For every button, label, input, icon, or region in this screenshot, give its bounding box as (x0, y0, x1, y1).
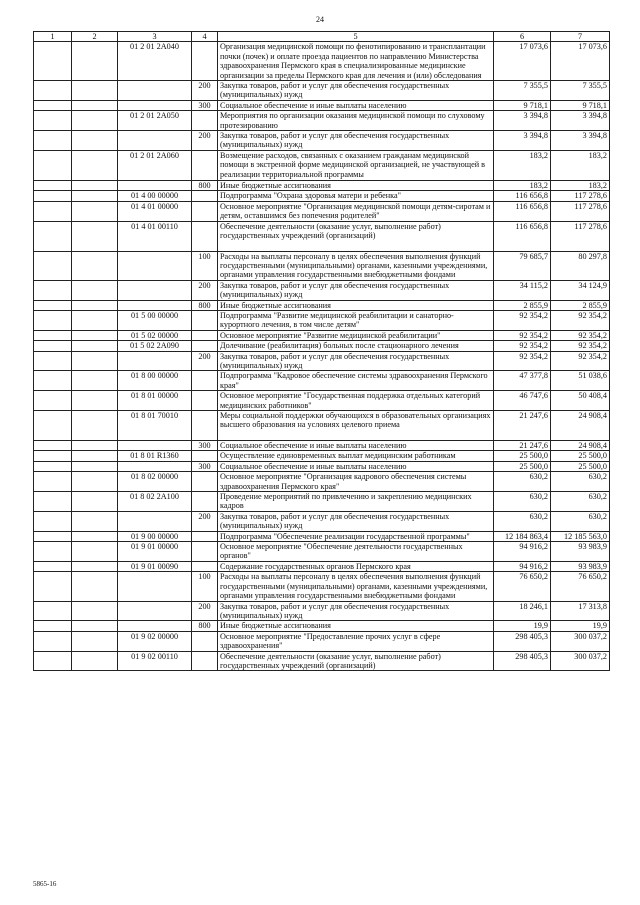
expense-type-code: 800 (192, 300, 218, 310)
expense-type-code: 200 (192, 511, 218, 531)
csr-code: 01 8 01 00000 (118, 391, 192, 411)
item-name: Расходы на выплаты персоналу в целях обеспечения выполнения функций государственными (муниципальными) органами, казенными учреждениями, органами управления государственными внебюджетными фондами (218, 251, 494, 280)
item-name: Содержание государственных органов Пермского края (218, 561, 494, 571)
cell-col1 (34, 201, 72, 221)
csr-code: 01 5 02 2A090 (118, 341, 192, 351)
amount-2018: 183,2 (551, 180, 610, 190)
budget-table (33, 31, 610, 671)
column-number-header (34, 32, 610, 42)
expense-type-code: 200 (192, 280, 218, 300)
item-name: Возмещение расходов, связанных с оказанием гражданам медицинской помощи в экстренной форме медицинской организацией, не участвующей в реализации территориальной программы (218, 150, 494, 180)
cell-col1 (34, 251, 72, 280)
cell-col2 (72, 441, 118, 451)
amount-2018: 630,2 (551, 492, 610, 512)
cell-col1 (34, 100, 72, 110)
cell-col1 (34, 42, 72, 81)
csr-code (118, 131, 192, 151)
expense-type-code: 800 (192, 180, 218, 190)
cell-col2 (72, 461, 118, 471)
table-row (34, 251, 610, 280)
cell-col2 (72, 572, 118, 601)
cell-col1 (34, 191, 72, 201)
table-row (34, 601, 610, 621)
table-row (34, 472, 610, 492)
cell-col1 (34, 341, 72, 351)
csr-code (118, 511, 192, 531)
amount-2018: 300 037,2 (551, 651, 610, 671)
cell-col1 (34, 330, 72, 340)
table-row (34, 371, 610, 391)
amount-2018: 51 038,6 (551, 371, 610, 391)
csr-code (118, 601, 192, 621)
expense-type-code (192, 651, 218, 671)
column-header: 2 (72, 32, 118, 42)
table-row (34, 631, 610, 651)
amount-2017: 3 394,8 (494, 111, 551, 131)
amount-2017: 7 355,5 (494, 81, 551, 101)
csr-code: 01 9 02 00000 (118, 631, 192, 651)
amount-2018: 34 124,9 (551, 280, 610, 300)
amount-2017: 116 656,8 (494, 201, 551, 221)
amount-2018: 92 354,2 (551, 351, 610, 371)
amount-2017: 92 354,2 (494, 341, 551, 351)
csr-code: 01 9 02 00110 (118, 651, 192, 671)
cell-col1 (34, 572, 72, 601)
csr-code: 01 8 01 70010 (118, 411, 192, 441)
csr-code: 01 9 00 00000 (118, 531, 192, 541)
amount-2017: 92 354,2 (494, 351, 551, 371)
item-name: Подпрограмма "Кадровое обеспечение системы здравоохранения Пермского края" (218, 371, 494, 391)
cell-col1 (34, 300, 72, 310)
item-name: Основное мероприятие "Предоставление прочих услуг в сфере здравоохранения" (218, 631, 494, 651)
table-row (34, 351, 610, 371)
item-name: Мероприятия по организации оказания медицинской помощи по слуховому протезированию (218, 111, 494, 131)
cell-col2 (72, 150, 118, 180)
item-name: Проведение мероприятий по привлечению и закреплению медицинских кадров (218, 492, 494, 512)
amount-2018: 93 983,9 (551, 561, 610, 571)
amount-2017: 34 115,2 (494, 280, 551, 300)
csr-code (118, 441, 192, 451)
csr-code: 01 4 01 00000 (118, 201, 192, 221)
expense-type-code: 100 (192, 251, 218, 280)
cell-col1 (34, 451, 72, 461)
amount-2018: 25 500,0 (551, 451, 610, 461)
expense-type-code: 300 (192, 461, 218, 471)
csr-code: 01 8 02 2A100 (118, 492, 192, 512)
item-name: Закупка товаров, работ и услуг для обеспечения государственных (муниципальных) нужд (218, 601, 494, 621)
item-name: Осуществление единовременных выплат медицинским работникам (218, 451, 494, 461)
amount-2018: 17 313,8 (551, 601, 610, 621)
table-row (34, 191, 610, 201)
column-header: 5 (218, 32, 494, 42)
amount-2017: 19,9 (494, 621, 551, 631)
item-name: Обеспечение деятельности (оказание услуг, выполнение работ) государственных учреждений (организаций) (218, 221, 494, 251)
item-name: Меры социальной поддержки обучающихся в образовательных организациях высшего образования на условиях целевого приема (218, 411, 494, 441)
cell-col2 (72, 111, 118, 131)
expense-type-code: 200 (192, 351, 218, 371)
expense-type-code (192, 631, 218, 651)
item-name: Иные бюджетные ассигнования (218, 180, 494, 190)
table-row (34, 411, 610, 441)
amount-2018: 630,2 (551, 511, 610, 531)
table-row (34, 441, 610, 451)
amount-2017: 92 354,2 (494, 330, 551, 340)
amount-2017: 76 650,2 (494, 572, 551, 601)
item-name: Социальное обеспечение и иные выплаты населению (218, 441, 494, 451)
cell-col1 (34, 280, 72, 300)
expense-type-code (192, 472, 218, 492)
table-row (34, 180, 610, 190)
expense-type-code (192, 330, 218, 340)
cell-col2 (72, 542, 118, 562)
csr-code: 01 2 01 2A040 (118, 42, 192, 81)
cell-col2 (72, 601, 118, 621)
item-name: Основное мероприятие "Развитие медицинской реабилитации" (218, 330, 494, 340)
cell-col1 (34, 441, 72, 451)
amount-2017: 3 394,8 (494, 131, 551, 151)
amount-2017: 298 405,3 (494, 651, 551, 671)
csr-code: 01 8 00 00000 (118, 371, 192, 391)
amount-2017: 47 377,8 (494, 371, 551, 391)
item-name: Закупка товаров, работ и услуг для обеспечения государственных (муниципальных) нужд (218, 351, 494, 371)
expense-type-code (192, 191, 218, 201)
cell-col2 (72, 371, 118, 391)
document-code: 5865-16 (33, 880, 57, 888)
cell-col2 (72, 511, 118, 531)
expense-type-code (192, 492, 218, 512)
expense-type-code: 100 (192, 572, 218, 601)
cell-col1 (34, 631, 72, 651)
expense-type-code (192, 391, 218, 411)
expense-type-code: 300 (192, 100, 218, 110)
table-row (34, 111, 610, 131)
table-body (34, 42, 610, 671)
expense-type-code (192, 561, 218, 571)
csr-code (118, 300, 192, 310)
table-row (34, 330, 610, 340)
cell-col1 (34, 221, 72, 251)
amount-2017: 46 747,6 (494, 391, 551, 411)
table-row (34, 542, 610, 562)
cell-col2 (72, 411, 118, 441)
expense-type-code (192, 451, 218, 461)
item-name: Социальное обеспечение и иные выплаты населению (218, 461, 494, 471)
item-name: Основное мероприятие "Обеспечение деятельности государственных органов" (218, 542, 494, 562)
item-name: Организация медицинской помощи по фенотипированию и трансплантации почки (почек) и оплате проезда пациентов по направлению Министерства здравоохранения Пермского края в специализированные медицинские организации за пределы Пермского края для лечения и (или) обследования (218, 42, 494, 81)
amount-2018: 24 908,4 (551, 411, 610, 441)
csr-code (118, 461, 192, 471)
item-name: Основное мероприятие "Государственная поддержка отдельных категорий медицинских работников" (218, 391, 494, 411)
amount-2018: 183,2 (551, 150, 610, 180)
table-row (34, 461, 610, 471)
table-row (34, 81, 610, 101)
cell-col2 (72, 351, 118, 371)
column-header: 3 (118, 32, 192, 42)
column-header: 4 (192, 32, 218, 42)
table-row (34, 221, 610, 251)
expense-type-code: 300 (192, 441, 218, 451)
amount-2017: 94 916,2 (494, 542, 551, 562)
table-row (34, 561, 610, 571)
cell-col1 (34, 601, 72, 621)
cell-col2 (72, 330, 118, 340)
amount-2018: 3 394,8 (551, 111, 610, 131)
cell-col2 (72, 631, 118, 651)
item-name: Долечивание (реабилитация) больных после стационарного лечения (218, 341, 494, 351)
cell-col1 (34, 621, 72, 631)
cell-col2 (72, 621, 118, 631)
item-name: Закупка товаров, работ и услуг для обеспечения государственных (муниципальных) нужд (218, 131, 494, 151)
amount-2018: 117 278,6 (551, 221, 610, 251)
cell-col2 (72, 100, 118, 110)
cell-col2 (72, 42, 118, 81)
csr-code: 01 4 01 00110 (118, 221, 192, 251)
expense-type-code (192, 42, 218, 81)
cell-col2 (72, 561, 118, 571)
cell-col1 (34, 561, 72, 571)
expense-type-code (192, 411, 218, 441)
cell-col2 (72, 180, 118, 190)
table-row (34, 451, 610, 461)
amount-2018: 50 408,4 (551, 391, 610, 411)
cell-col1 (34, 461, 72, 471)
cell-col1 (34, 492, 72, 512)
cell-col2 (72, 451, 118, 461)
amount-2018: 76 650,2 (551, 572, 610, 601)
cell-col1 (34, 180, 72, 190)
expense-type-code (192, 201, 218, 221)
amount-2018: 630,2 (551, 472, 610, 492)
csr-code (118, 351, 192, 371)
csr-code: 01 8 01 R1360 (118, 451, 192, 461)
column-header: 6 (494, 32, 551, 42)
csr-code (118, 621, 192, 631)
amount-2017: 183,2 (494, 180, 551, 190)
expense-type-code (192, 150, 218, 180)
cell-col1 (34, 81, 72, 101)
table-row (34, 492, 610, 512)
csr-code (118, 81, 192, 101)
table-row (34, 100, 610, 110)
amount-2018: 92 354,2 (551, 330, 610, 340)
cell-col1 (34, 150, 72, 180)
amount-2017: 630,2 (494, 472, 551, 492)
amount-2018: 12 185 563,0 (551, 531, 610, 541)
column-header: 1 (34, 32, 72, 42)
expense-type-code (192, 221, 218, 251)
cell-col2 (72, 391, 118, 411)
table-row (34, 531, 610, 541)
cell-col1 (34, 531, 72, 541)
amount-2017: 630,2 (494, 511, 551, 531)
amount-2017: 9 718,1 (494, 100, 551, 110)
cell-col2 (72, 310, 118, 330)
cell-col2 (72, 492, 118, 512)
cell-col2 (72, 201, 118, 221)
cell-col2 (72, 251, 118, 280)
cell-col2 (72, 651, 118, 671)
cell-col2 (72, 341, 118, 351)
amount-2018: 25 500,0 (551, 461, 610, 471)
csr-code (118, 572, 192, 601)
table-row (34, 201, 610, 221)
item-name: Иные бюджетные ассигнования (218, 621, 494, 631)
table-row (34, 150, 610, 180)
expense-type-code: 200 (192, 131, 218, 151)
table-row (34, 300, 610, 310)
expense-type-code: 200 (192, 601, 218, 621)
csr-code (118, 280, 192, 300)
amount-2018: 7 355,5 (551, 81, 610, 101)
cell-col1 (34, 371, 72, 391)
amount-2017: 18 246,1 (494, 601, 551, 621)
amount-2017: 12 184 863,4 (494, 531, 551, 541)
amount-2018: 300 037,2 (551, 631, 610, 651)
item-name: Подпрограмма "Развитие медицинской реабилитации и санаторно-курортного лечения, в том числе детям" (218, 310, 494, 330)
table-row (34, 310, 610, 330)
amount-2018: 24 908,4 (551, 441, 610, 451)
amount-2017: 116 656,8 (494, 221, 551, 251)
item-name: Расходы на выплаты персоналу в целях обеспечения выполнения функций государственными (муниципальными) органами, казенными учреждениями, органами управления государственными внебюджетными фондами (218, 572, 494, 601)
item-name: Закупка товаров, работ и услуг для обеспечения государственных (муниципальных) нужд (218, 511, 494, 531)
amount-2017: 21 247,6 (494, 441, 551, 451)
amount-2017: 25 500,0 (494, 451, 551, 461)
item-name: Основное мероприятие "Организация медицинской помощи детям-сиротам и детям, оставшимся без попечения родителей" (218, 201, 494, 221)
expense-type-code (192, 542, 218, 562)
csr-code: 01 2 01 2A060 (118, 150, 192, 180)
cell-col1 (34, 111, 72, 131)
amount-2018: 117 278,6 (551, 191, 610, 201)
item-name: Закупка товаров, работ и услуг для обеспечения государственных (муниципальных) нужд (218, 280, 494, 300)
amount-2017: 92 354,2 (494, 310, 551, 330)
amount-2017: 21 247,6 (494, 411, 551, 441)
cell-col1 (34, 411, 72, 441)
cell-col2 (72, 221, 118, 251)
cell-col1 (34, 511, 72, 531)
amount-2018: 17 073,6 (551, 42, 610, 81)
table-row (34, 131, 610, 151)
cell-col2 (72, 472, 118, 492)
expense-type-code (192, 531, 218, 541)
amount-2017: 25 500,0 (494, 461, 551, 471)
csr-code: 01 9 01 00000 (118, 542, 192, 562)
item-name: Социальное обеспечение и иные выплаты населению (218, 100, 494, 110)
amount-2017: 183,2 (494, 150, 551, 180)
amount-2017: 116 656,8 (494, 191, 551, 201)
cell-col1 (34, 310, 72, 330)
item-name: Подпрограмма "Обеспечение реализации государственной программы" (218, 531, 494, 541)
amount-2017: 17 073,6 (494, 42, 551, 81)
csr-code (118, 180, 192, 190)
item-name: Обеспечение деятельности (оказание услуг, выполнение работ) государственных учреждений (организаций) (218, 651, 494, 671)
cell-col2 (72, 191, 118, 201)
page-number: 24 (316, 15, 324, 24)
table-row (34, 341, 610, 351)
expense-type-code: 200 (192, 81, 218, 101)
amount-2017: 298 405,3 (494, 631, 551, 651)
amount-2017: 2 855,9 (494, 300, 551, 310)
amount-2018: 80 297,8 (551, 251, 610, 280)
cell-col1 (34, 542, 72, 562)
table-row (34, 280, 610, 300)
amount-2018: 117 278,6 (551, 201, 610, 221)
table-row (34, 621, 610, 631)
cell-col1 (34, 391, 72, 411)
cell-col1 (34, 351, 72, 371)
amount-2017: 94 916,2 (494, 561, 551, 571)
csr-code: 01 2 01 2A050 (118, 111, 192, 131)
table-row (34, 651, 610, 671)
amount-2018: 9 718,1 (551, 100, 610, 110)
amount-2018: 2 855,9 (551, 300, 610, 310)
amount-2017: 630,2 (494, 492, 551, 512)
cell-col2 (72, 131, 118, 151)
cell-col1 (34, 651, 72, 671)
table-row (34, 572, 610, 601)
cell-col2 (72, 531, 118, 541)
csr-code: 01 8 02 00000 (118, 472, 192, 492)
cell-col1 (34, 472, 72, 492)
item-name: Подпрограмма "Охрана здоровья матери и ребенка" (218, 191, 494, 201)
amount-2018: 3 394,8 (551, 131, 610, 151)
csr-code: 01 4 00 00000 (118, 191, 192, 201)
csr-code: 01 9 01 00090 (118, 561, 192, 571)
amount-2018: 92 354,2 (551, 341, 610, 351)
csr-code: 01 5 00 00000 (118, 310, 192, 330)
cell-col2 (72, 280, 118, 300)
expense-type-code (192, 341, 218, 351)
csr-code (118, 100, 192, 110)
csr-code: 01 5 02 00000 (118, 330, 192, 340)
amount-2018: 92 354,2 (551, 310, 610, 330)
table-row (34, 42, 610, 81)
cell-col2 (72, 81, 118, 101)
table-row (34, 391, 610, 411)
amount-2017: 79 685,7 (494, 251, 551, 280)
amount-2018: 19,9 (551, 621, 610, 631)
item-name: Основное мероприятие "Организация кадрового обеспечения системы здравоохранения Пермского края" (218, 472, 494, 492)
table-row (34, 511, 610, 531)
amount-2018: 93 983,9 (551, 542, 610, 562)
item-name: Закупка товаров, работ и услуг для обеспечения государственных (муниципальных) нужд (218, 81, 494, 101)
expense-type-code (192, 310, 218, 330)
expense-type-code (192, 371, 218, 391)
csr-code (118, 251, 192, 280)
column-header: 7 (551, 32, 610, 42)
expense-type-code (192, 111, 218, 131)
cell-col1 (34, 131, 72, 151)
cell-col2 (72, 300, 118, 310)
item-name: Иные бюджетные ассигнования (218, 300, 494, 310)
expense-type-code: 800 (192, 621, 218, 631)
